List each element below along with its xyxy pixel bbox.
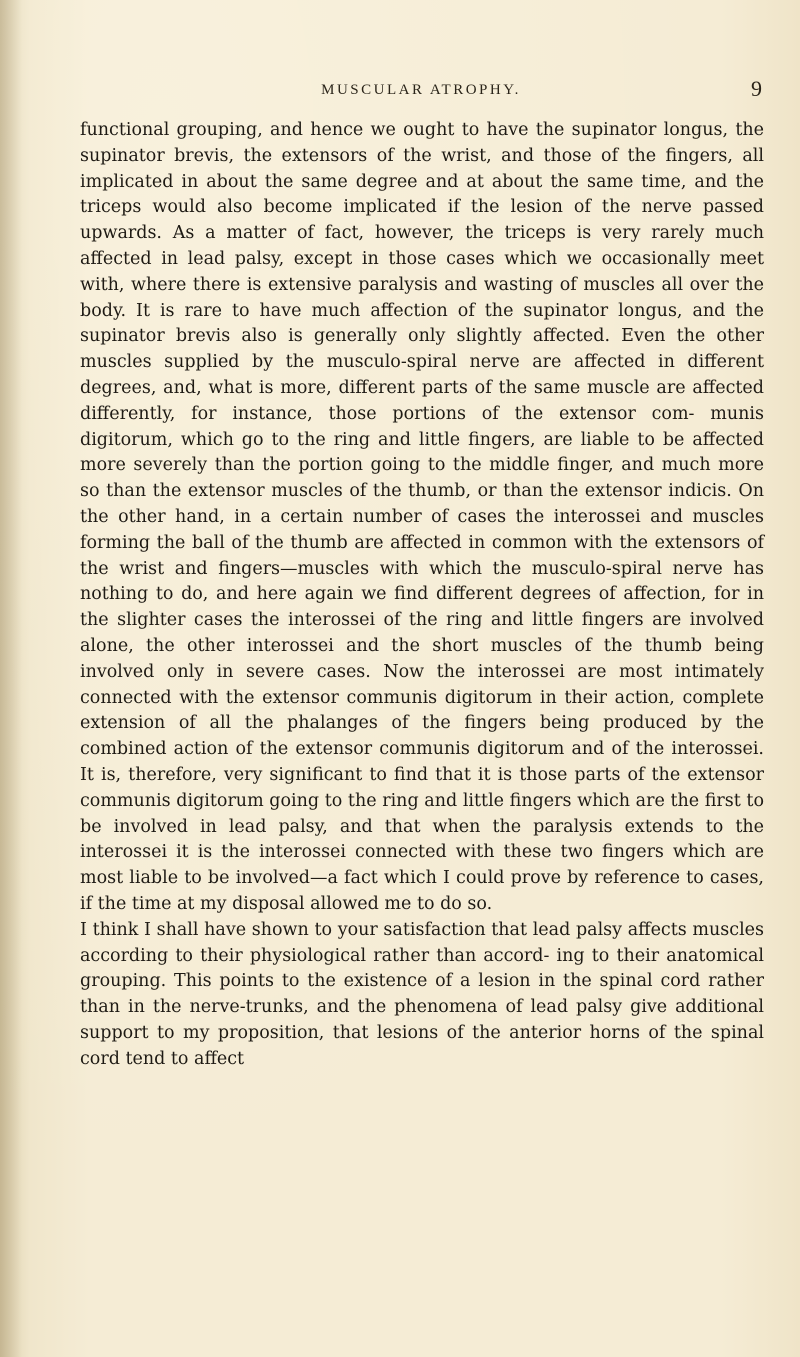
page-number: 9: [751, 76, 762, 101]
page-header: [80, 76, 762, 108]
paragraph-1: functional grouping, and hence we ought to have the supinator longus, the supinator brevis, the extensors of the wrist, and those of the fingers, all implicated in about the same degree and at about the same time, and the triceps would also become implicated if the lesion of the nerve passed upwards. As a matter of fact, however, the triceps is very rarely much affected in lead palsy, except in those cases which we occasionally meet with, where there is extensive paralysis and wasting of muscles all over the body. It is rare to have much affection of the supinator longus, and the supinator brevis also is generally only slightly affected. Even the other muscles supplied by the musculo-spiral nerve are affected in different degrees, and, what is more, different parts of the same muscle are affected differently, for instance, those portions of the extensor com- munis digitorum, which go to the ring and little fingers, are liable to be affected more severely than the portion going to the middle finger, and much more so than the extensor muscles of the thumb, or than the extensor indicis. On the other hand, in a certain number of cases the interossei and muscles forming the ball of the thumb are affected in common with the extensors of the wrist and fingers—muscles with which the musculo-spiral nerve has nothing to do, and here again we find different degrees of affection, for in the slighter cases the interossei of the ring and little fingers are involved alone, the other interossei and the short muscles of the thumb being involved only in severe cases. Now the interossei are most intimately connected with the extensor communis digitorum in their action, complete extension of all the phalanges of the fingers being produced by the combined action of the extensor communis digitorum and of the interossei. It is, therefore, very significant to find that it is those parts of the extensor communis digitorum going to the ring and little fingers which are the first to be involved in lead palsy, and that when the paralysis extends to the interossei it is the interossei connected with these two fingers which are most liable to be involved—a fact which I could prove by reference to cases, if the time at my disposal allowed me to do so.: [80, 120, 764, 914]
body-text: [80, 118, 764, 1072]
running-title: MUSCULAR ATROPHY.: [321, 82, 521, 98]
paragraph-2: I think I shall have shown to your satisfaction that lead palsy affects muscles according to their physiological rather than accord- ing to their anatomical grouping. This points to the existence of a lesion in the spinal cord rather than in the nerve-trunks, and the phenomena of lead palsy give additional support to my proposition, that lesions of the anterior horns of the spinal cord tend to affect: [80, 919, 764, 1069]
page-gutter-shadow: [0, 0, 22, 1357]
